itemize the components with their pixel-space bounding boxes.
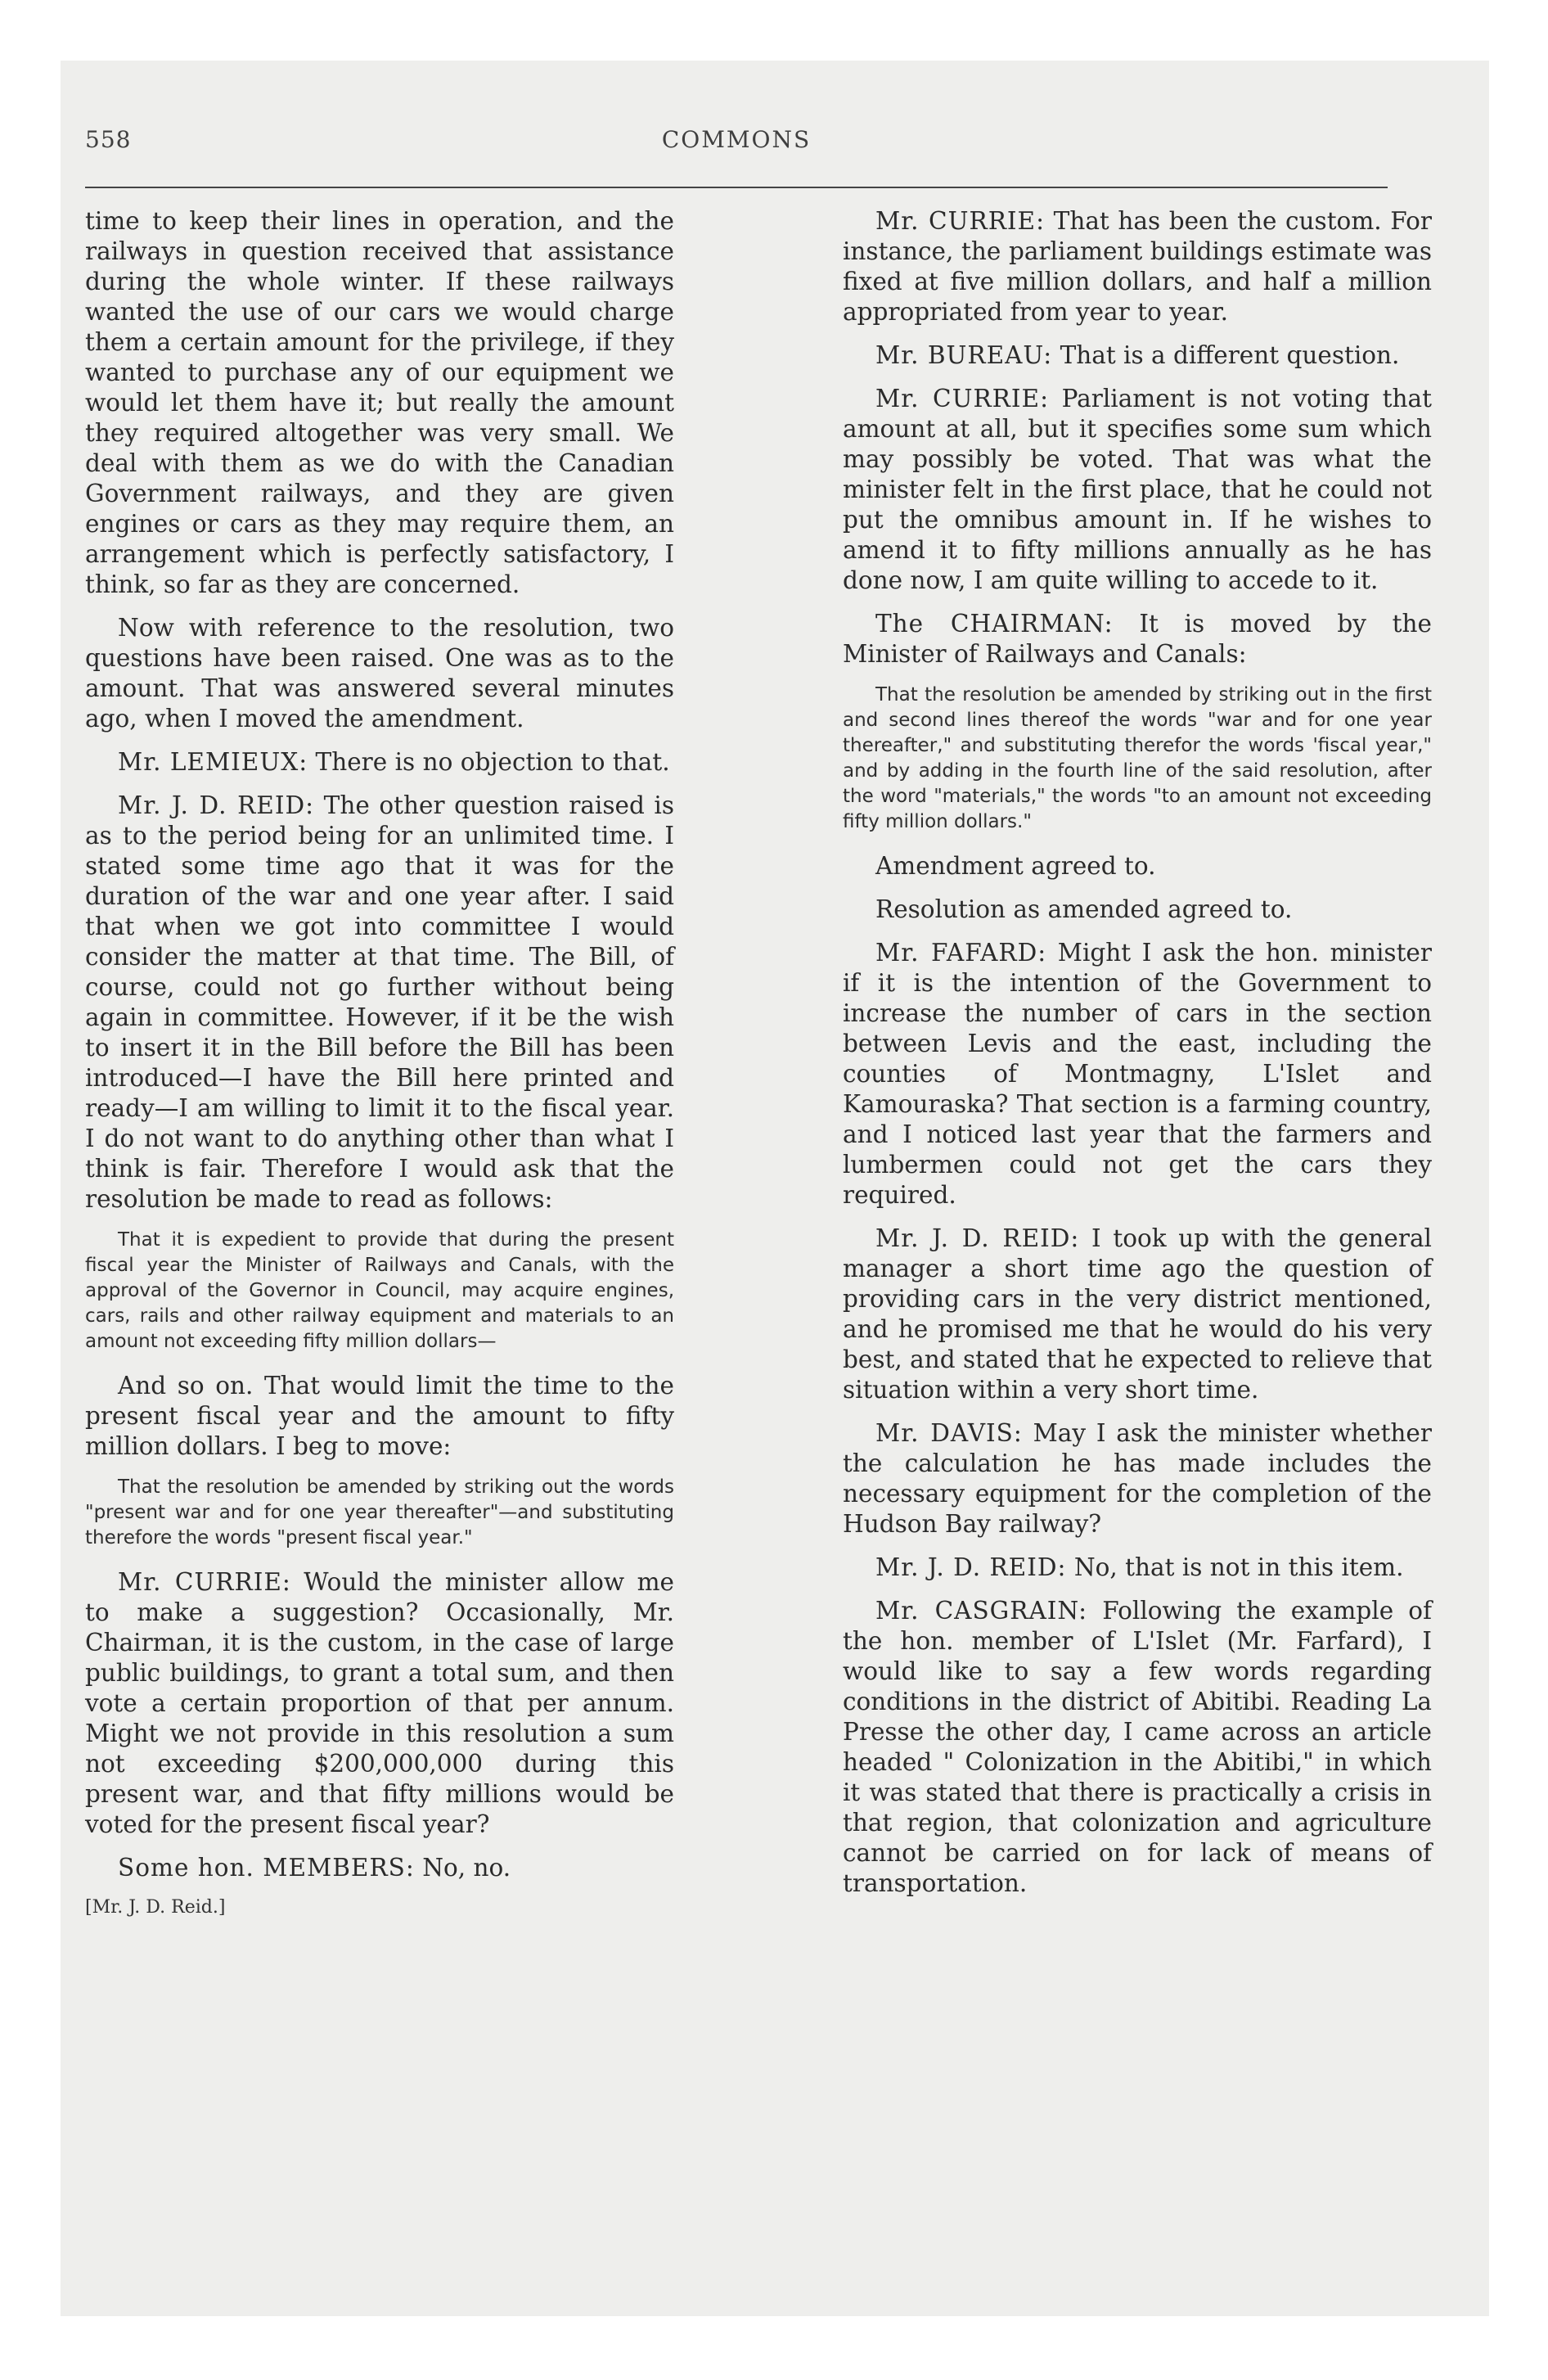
speaker-name: Mr. CASGRAIN:: [875, 1597, 1088, 1625]
speech-text: No, no.: [422, 1854, 511, 1882]
speech: [843, 1596, 1432, 1899]
speech: [85, 1853, 674, 1883]
speech-text: There is no objection to that.: [315, 748, 670, 776]
speaker-name: Mr. FAFARD:: [875, 939, 1047, 967]
speech-text: I took up with the general manager a short time ago the question of providing cars in the very district mentioned, and he promised me that he would do his very best, and stated that he expected to relieve that situation within a very short time.: [843, 1224, 1432, 1404]
speech: [843, 1224, 1432, 1405]
speaker-name: Mr. CURRIE:: [875, 385, 1050, 412]
running-header: [85, 123, 1388, 156]
speaker-name: The CHAIRMAN:: [875, 610, 1114, 638]
left-column: [85, 206, 674, 1919]
speech-text: That has been the custom. For instance, the parliament buildings estimate was fixed at five million dollars, and half a million appropriated from year to year.: [843, 207, 1432, 326]
speaker-name: Mr. LEMIEUX:: [118, 748, 308, 776]
page-number: 558: [85, 126, 132, 153]
speaker-name: Mr. J. D. REID:: [875, 1224, 1080, 1252]
paragraph: Resolution as amended agreed to.: [875, 895, 1293, 923]
quoted-resolution: That it is expedient to provide that during the present fiscal year the Minister of Railways and Canals, with the approval of the Governor in Council, may acquire engines, cars, rails and other railway equipment and materials to an amount not exceeding fifty million dollars—: [85, 1229, 674, 1352]
speaker-name: Mr. J. D. REID:: [875, 1553, 1067, 1581]
speech: [85, 791, 674, 1215]
speech: [85, 747, 674, 778]
speech: [843, 938, 1432, 1210]
speech-text: The other question raised is as to the period being for an unlimited time. I stated some time ago that it was for the duration of the war and one year after. I said that when we got into committee I would consider the matter at that time. The Bill, of course, could not go further without being again in committee. However, if it be the wish to insert it in the Bill before the Bill has been introduced—I have the Bill here printed and ready—I am willing to limit it to the fiscal year. I do not want to do anything other than what I think is fair. Therefore I would ask that the resolution be made to read as follows:: [85, 791, 674, 1213]
speech-text: It is moved by the Minister of Railways and Canals:: [843, 610, 1432, 668]
page-title: COMMONS: [661, 126, 812, 153]
quoted-amendment: That the resolution be amended by striking out the words "present war and for one year thereafter"—and substituting therefore the words "present fiscal year.": [85, 1476, 674, 1548]
header-rule: [85, 187, 1388, 188]
speaker-name: Mr. CURRIE:: [118, 1568, 291, 1596]
paragraph: time to keep their lines in operation, and the railways in question received that assistance during the whole winter. If these railways wanted the use of our cars we would charge them a certain amount for the privilege, if they wanted to purchase any of our equipment we would let them have it; but really the amount they required altogether was very small. We deal with them as we do with the Canadian Government railways, and they are given engines or cars as they may require them, an arrangement which is perfectly satisfactory, I think, so far as they are concerned.: [85, 207, 674, 598]
speech: [843, 384, 1432, 596]
speech: [843, 609, 1432, 669]
speaker-name: Mr. CURRIE:: [875, 207, 1046, 235]
quoted-amendment: That the resolution be amended by striking out in the first and second lines thereof the words "war and for one year thereafter," and substituting therefor the words 'fiscal year," and by adding in the fourth line of the said resolution, after the word "materials," the words "to an amount not exceeding fifty million dollars.": [843, 684, 1432, 832]
paragraph: Now with reference to the resolution, two questions have been raised. One was as to the amount. That was answered several minutes ago, when I moved the amendment.: [85, 614, 674, 732]
speaker-name: Mr. J. D. REID:: [118, 791, 315, 819]
speech: [843, 206, 1432, 327]
footer-reference: [Mr. J. D. Reid.]: [85, 1897, 226, 1918]
right-column: [843, 206, 1432, 1912]
speech-text: Would the minister allow me to make a suggestion? Occasionally, Mr. Chairman, it is the custom, in the case of large public buildings, to grant a total sum, and then vote a certain proportion of that per annum. Might we not provide in this resolution a sum not exceeding $200,000,000 during this present war, and that fifty millions would be voted for the present fiscal year?: [85, 1568, 674, 1838]
speech: [843, 1418, 1432, 1539]
speech: [85, 1567, 674, 1840]
paragraph: Amendment agreed to.: [875, 852, 1156, 880]
speech-text: May I ask the minister whether the calculation he has made includes the necessary equipment for the completion of the Hudson Bay railway?: [843, 1419, 1432, 1538]
speaker-name: Mr. DAVIS:: [875, 1419, 1023, 1447]
speech-text: Might I ask the hon. minister if it is the intention of the Government to increase the number of cars in the section between Levis and the east, including the counties of Montmagny, L'Islet and Kamouraska? That section is a farming country, and I noticed last year that the farmers and lumbermen could not get the cars they required.: [843, 939, 1432, 1209]
speech: [843, 1553, 1432, 1583]
speech: [843, 340, 1432, 371]
speech-text: Following the example of the hon. member of L'Islet (Mr. Farfard), I would like to say a few words regarding conditions in the district of Abitibi. Reading La Presse the other day, I came across an article headed " Colonization in the Abitibi," in which it was stated that there is practically a crisis in that region, that colonization and agriculture cannot be carried on for lack of means of transportation.: [843, 1597, 1432, 1897]
speech-text: That is a different question.: [1060, 341, 1400, 369]
speaker-name: Mr. BUREAU:: [875, 341, 1053, 369]
speaker-name: Some hon. MEMBERS:: [118, 1854, 415, 1882]
speech-text: Parliament is not voting that amount at all, but it specifies some sum which may possibly be voted. That was what the minister felt in the first place, that he could not put the omnibus amount in. If he wishes to amend it to fifty millions annually as he has done now, I am quite willing to accede to it.: [843, 385, 1432, 594]
speech-text: No, that is not in this item.: [1073, 1553, 1404, 1581]
paragraph: And so on. That would limit the time to the present fiscal year and the amount to fifty million dollars. I beg to move:: [85, 1372, 674, 1460]
